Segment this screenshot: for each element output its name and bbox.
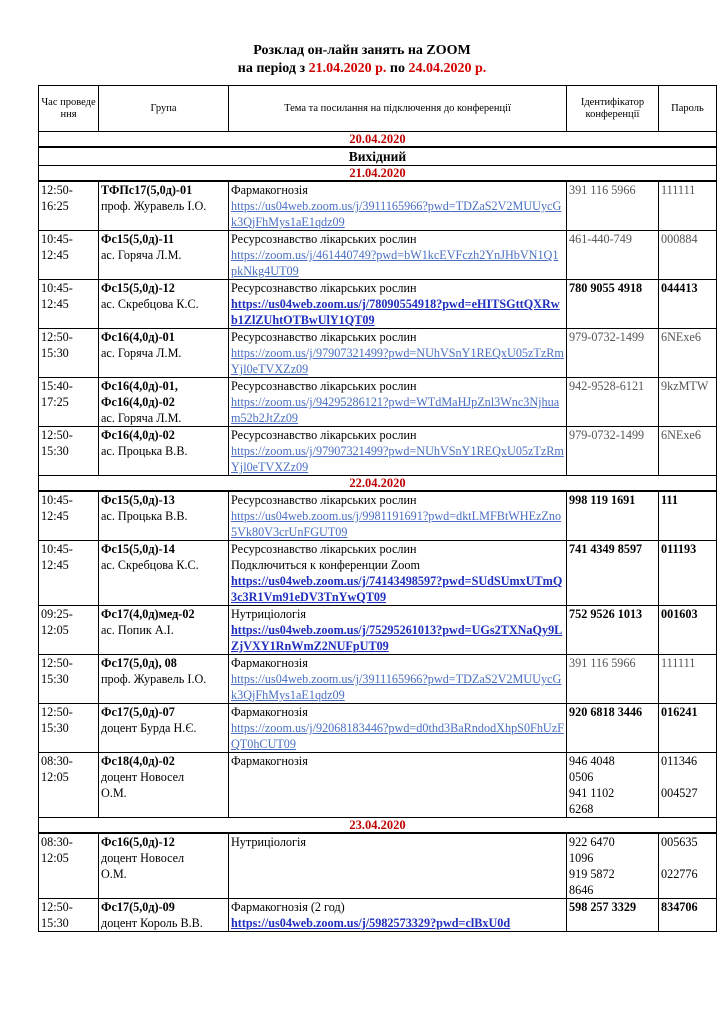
topic-cell — [229, 541, 567, 606]
group-code: Фс15(5,0д)-12 — [101, 281, 175, 295]
date-row — [39, 166, 717, 182]
conf-id-cell: 998 119 1691 — [567, 491, 659, 541]
time-cell: 10:45- 12:45 — [39, 280, 99, 329]
topic-title: Фармакогнозія (2 год) — [231, 900, 345, 914]
table-row — [39, 231, 717, 280]
time-cell: 10:45- 12:45 — [39, 231, 99, 280]
table-row — [39, 704, 717, 753]
group-code: Фс15(5,0д)-11 — [101, 232, 175, 246]
schedule-table — [38, 85, 717, 932]
conf-id-part: 941 1102 — [569, 786, 615, 800]
teacher-name: доцент Король В.В. — [101, 916, 203, 930]
table-row — [39, 491, 717, 541]
teacher-name: ас. Горяча Л.М. — [101, 411, 182, 425]
teacher-name: проф. Журавель І.О. — [101, 672, 207, 686]
teacher-name: доцент Бурда Н.Є. — [101, 721, 197, 735]
group-code: Фс17(5,0д)-09 — [101, 900, 175, 914]
group-cell — [99, 491, 229, 541]
table-row — [39, 899, 717, 932]
topic-title: Нутриціологія — [231, 607, 306, 621]
time-cell: 15:40- 17:25 — [39, 378, 99, 427]
table-row — [39, 606, 717, 655]
table-header-row — [39, 86, 717, 132]
zoom-link[interactable]: https://zoom.us/j/97907321499?pwd=NUhVSnY1REQxU05zTzRmYjl0eTVXZz09 — [231, 444, 564, 474]
group-code: Фс16(4,0д)-02 — [101, 395, 175, 409]
time-cell: 12:50- 15:30 — [39, 655, 99, 704]
conf-id-cell: 598 257 3329 — [567, 899, 659, 932]
topic-title: Фармакогнозія — [231, 754, 308, 768]
topic-title: Фармакогнозія — [231, 705, 308, 719]
table-row — [39, 329, 717, 378]
topic-cell — [229, 280, 567, 329]
conf-id-part: 8646 — [569, 883, 594, 897]
teacher-name: проф. Журавель І.О. — [101, 199, 207, 213]
conf-id-part: 919 5872 — [569, 867, 615, 881]
date-row — [39, 818, 717, 834]
teacher-name: ас. Горяча Л.М. — [101, 248, 182, 262]
zoom-link[interactable]: https://us04web.zoom.us/j/75295261013?pwd=UGs2TXNaQy9LZjVXY1RnWmZ2NUFpUT09 — [231, 623, 563, 653]
group-code: Фс17(5,0д), 08 — [101, 656, 177, 670]
teacher-name: ас. Скребцова К.С. — [101, 558, 199, 572]
time-cell: 12:50- 15:30 — [39, 329, 99, 378]
topic-cell — [229, 181, 567, 231]
table-row — [39, 655, 717, 704]
topic-title: Ресурсознавство лікарських рослин — [231, 379, 417, 393]
conf-id-cell: 752 9526 1013 — [567, 606, 659, 655]
date-row — [39, 476, 717, 492]
group-cell — [99, 753, 229, 818]
table-row — [39, 378, 717, 427]
password-cell: 011193 — [659, 541, 717, 606]
zoom-link[interactable]: https://us04web.zoom.us/j/3911165966?pwd=TDZaS2V2MUUycGk3QjFhMys1aE1qdz09 — [231, 199, 562, 229]
conf-id-part: 922 6470 — [569, 835, 615, 849]
date-label: 21.04.2020 — [39, 166, 717, 182]
table-row — [39, 833, 717, 899]
group-code: Фс16(5,0д)-12 — [101, 835, 175, 849]
topic-cell — [229, 899, 567, 932]
teacher-initials: О.М. — [101, 867, 127, 881]
topic-cell — [229, 606, 567, 655]
group-cell — [99, 280, 229, 329]
password-value: 022776 — [661, 867, 698, 881]
group-code: Фс15(5,0д)-14 — [101, 542, 175, 556]
topic-subtitle: Подключиться к конференции Zoom — [231, 558, 420, 572]
group-cell — [99, 329, 229, 378]
period-prefix: на період з — [237, 61, 309, 76]
time-cell: 09:25- 12:05 — [39, 606, 99, 655]
topic-cell — [229, 753, 567, 818]
topic-title: Ресурсознавство лікарських рослин — [231, 542, 417, 556]
zoom-link[interactable]: https://us04web.zoom.us/j/9981191691?pwd=dktLMFBtWHEzZno5Vk80V3crUnFGUT09 — [231, 509, 562, 539]
group-code: Фс17(5,0д)-07 — [101, 705, 175, 719]
conf-id-part: 946 4048 — [569, 754, 615, 768]
topic-cell — [229, 378, 567, 427]
conf-id-cell — [567, 833, 659, 899]
time-cell: 12:50- 15:30 — [39, 427, 99, 476]
page-title — [0, 42, 724, 59]
password-cell: 111 — [659, 491, 717, 541]
date-label: 23.04.2020 — [39, 818, 717, 834]
group-cell — [99, 231, 229, 280]
teacher-name: ас. Попик А.І. — [101, 623, 174, 637]
topic-cell — [229, 833, 567, 899]
time-cell: 08:30- 12:05 — [39, 833, 99, 899]
group-cell — [99, 541, 229, 606]
time-cell: 10:45- 12:45 — [39, 541, 99, 606]
group-cell — [99, 378, 229, 427]
zoom-link[interactable]: https://zoom.us/j/461440749?pwd=bW1kcEVFczh2YnJHbVN1Q1pkNkg4UT09 — [231, 248, 559, 278]
topic-title: Фармакогнозія — [231, 656, 308, 670]
date-label: 20.04.2020 — [39, 132, 717, 148]
topic-cell — [229, 655, 567, 704]
topic-title: Нутриціологія — [231, 835, 306, 849]
period-line — [0, 60, 724, 77]
group-code: Фс15(5,0д)-13 — [101, 493, 175, 507]
group-code: Фс17(4,0д)мед-02 — [101, 607, 195, 621]
group-cell — [99, 606, 229, 655]
teacher-name: ас. Скребцова К.С. — [101, 297, 199, 311]
conf-id-cell: 391 116 5966 — [567, 181, 659, 231]
group-cell — [99, 427, 229, 476]
date-row — [39, 132, 717, 148]
time-cell: 10:45- 12:45 — [39, 491, 99, 541]
table-row — [39, 280, 717, 329]
topic-title: Ресурсознавство лікарських рослин — [231, 232, 417, 246]
col-header-topic: Тема та посилання на підключення до конференції — [229, 86, 567, 132]
topic-title: Ресурсознавство лікарських рослин — [231, 493, 417, 507]
table-row — [39, 427, 717, 476]
teacher-name: ас. Процька В.В. — [101, 509, 188, 523]
group-cell — [99, 655, 229, 704]
group-code: Фс18(4,0д)-02 — [101, 754, 175, 768]
conf-id-part: 0506 — [569, 770, 594, 784]
group-cell — [99, 899, 229, 932]
holiday-label: Вихідний — [39, 147, 717, 166]
title-line-1: Розклад он-лайн занять на ZOOM — [253, 43, 471, 58]
group-code: Фс16(4,0д)-02 — [101, 428, 175, 442]
conf-id-cell: 741 4349 8597 — [567, 541, 659, 606]
topic-cell — [229, 427, 567, 476]
topic-cell — [229, 231, 567, 280]
col-header-password: Пароль — [659, 86, 717, 132]
conf-id-cell: 391 116 5966 — [567, 655, 659, 704]
time-cell: 12:50- 15:30 — [39, 704, 99, 753]
password-cell: 6NExe6 — [659, 329, 717, 378]
topic-cell — [229, 329, 567, 378]
password-cell: 044413 — [659, 280, 717, 329]
table-row — [39, 541, 717, 606]
group-cell — [99, 833, 229, 899]
conf-id-cell — [567, 753, 659, 818]
teacher-name: ас. Процька В.В. — [101, 444, 188, 458]
conf-id-cell: 920 6818 3446 — [567, 704, 659, 753]
period-date-from: 21.04.2020 р. — [308, 61, 387, 76]
password-cell: 111111 — [659, 655, 717, 704]
conf-id-cell: 461-440-749 — [567, 231, 659, 280]
password-cell: 016241 — [659, 704, 717, 753]
teacher-initials: О.М. — [101, 786, 127, 800]
date-label: 22.04.2020 — [39, 476, 717, 492]
time-cell: 08:30- 12:05 — [39, 753, 99, 818]
group-code: ТФПс17(5,0д)-01 — [101, 183, 193, 197]
time-cell: 12:50- 15:30 — [39, 899, 99, 932]
password-cell: 000884 — [659, 231, 717, 280]
password-cell: 001603 — [659, 606, 717, 655]
topic-title: Ресурсознавство лікарських рослин — [231, 281, 417, 295]
col-header-time: Час проведе ння — [39, 86, 99, 132]
topic-cell — [229, 491, 567, 541]
topic-title: Ресурсознавство лікарських рослин — [231, 428, 417, 442]
conf-id-part: 6268 — [569, 802, 594, 816]
conf-id-cell: 942-9528-6121 — [567, 378, 659, 427]
zoom-link[interactable]: https://zoom.us/j/92068183446?pwd=d0thd3BaRndodXhpS0FhUzFQT0hCUT09 — [231, 721, 564, 751]
topic-title: Фармакогнозія — [231, 183, 308, 197]
group-code: Фс16(4,0д)-01 — [101, 330, 175, 344]
password-cell — [659, 753, 717, 818]
topic-cell — [229, 704, 567, 753]
conf-id-part: 1096 — [569, 851, 594, 865]
holiday-row — [39, 147, 717, 166]
time-cell: 12:50- 16:25 — [39, 181, 99, 231]
password-cell: 834706 — [659, 899, 717, 932]
table-row — [39, 753, 717, 818]
zoom-link[interactable]: https://us04web.zoom.us/j/74143498597?pwd=SUdSUmxUTmQ3c3R1Vm91eDV3TnYwQT09 — [231, 574, 563, 604]
password-cell — [659, 833, 717, 899]
teacher-name: доцент Новосел — [101, 770, 185, 784]
group-cell — [99, 704, 229, 753]
password-cell: 111111 — [659, 181, 717, 231]
zoom-link[interactable]: https://us04web.zoom.us/j/5982573329?pwd=clBxU0d — [231, 916, 511, 930]
table-row — [39, 181, 717, 231]
password-value: 011346 — [661, 754, 698, 768]
password-value: 005635 — [661, 835, 698, 849]
group-cell — [99, 181, 229, 231]
conf-id-cell: 979-0732-1499 — [567, 329, 659, 378]
conf-id-cell: 780 9055 4918 — [567, 280, 659, 329]
period-date-to: 24.04.2020 р. — [408, 61, 487, 76]
zoom-link[interactable]: https://us04web.zoom.us/j/3911165966?pwd=TDZaS2V2MUUycGk3QjFhMys1aE1qdz09 — [231, 672, 562, 702]
teacher-name: доцент Новосел — [101, 851, 185, 865]
zoom-link[interactable]: https://us04web.zoom.us/j/78090554918?pwd=eHITSGttQXRwb1ZlZUhtOTBwUlY1QT09 — [231, 297, 560, 327]
password-cell: 6NExe6 — [659, 427, 717, 476]
teacher-name: ас. Горяча Л.М. — [101, 346, 182, 360]
password-value: 004527 — [661, 786, 698, 800]
zoom-link[interactable]: https://zoom.us/j/97907321499?pwd=NUhVSnY1REQxU05zTzRmYjl0eTVXZz09 — [231, 346, 564, 376]
topic-title: Ресурсознавство лікарських рослин — [231, 330, 417, 344]
col-header-group: Група — [99, 86, 229, 132]
conf-id-cell: 979-0732-1499 — [567, 427, 659, 476]
group-code: Фс16(4,0д)-01, — [101, 379, 178, 393]
col-header-conf-id: Ідентифікатор конференції — [567, 86, 659, 132]
password-cell: 9kzMTW — [659, 378, 717, 427]
zoom-link[interactable]: https://zoom.us/j/94295286121?pwd=WTdMaHJpZnl3Wnc3Njhuam52b2JtZz09 — [231, 395, 560, 425]
period-mid: по — [386, 61, 409, 76]
